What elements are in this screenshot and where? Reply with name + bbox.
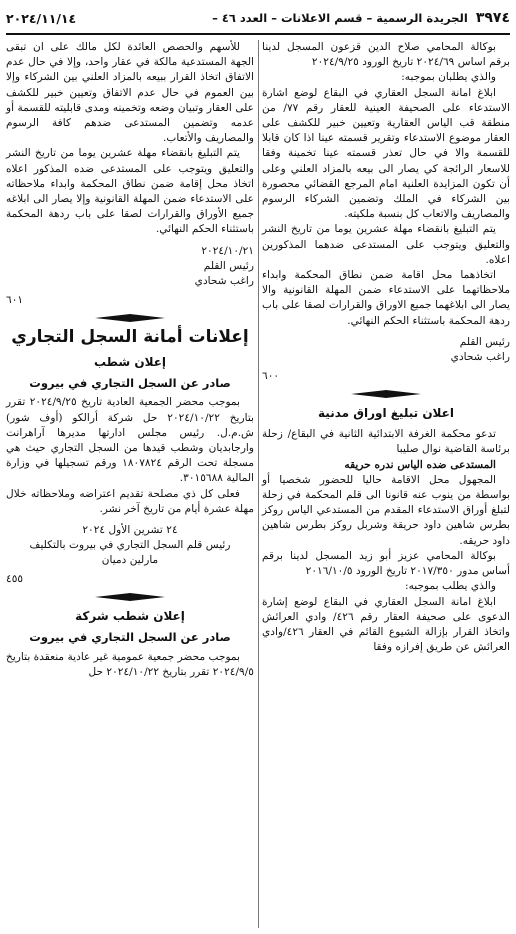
page-header: [6, 6, 510, 30]
notice-number: ٤٥٥: [6, 573, 24, 586]
signature-name: مارلين دميان: [101, 554, 159, 567]
notice-title: إعلان شطب شركة: [75, 609, 185, 624]
signature-block: [262, 335, 510, 365]
signature-title: رئيس قلم السجل التجاري في بيروت بالتكليف: [29, 539, 231, 552]
left-column: [6, 40, 254, 680]
paragraph: المستدعى ضده الياس ندره حريقه: [344, 458, 496, 471]
paragraph: ابلاغ امانة السجل العقاري في البقاع لوضع إشارة الدعوى على صحيفة العقار رقم ٤٢٦/ وادي العرائش واتخاذ القرار بإزالة الشيوع القائم في العقار ٤٢٦/وادي العرائش عن طريق إفرازه وفقا: [262, 595, 510, 654]
signature-block: [6, 523, 254, 568]
page-number: ٣٩٧٤: [475, 10, 510, 26]
notice-number: ٦٠١: [6, 293, 24, 306]
paragraph: اتخاذهما محل اقامة ضمن نطاق المحكمة وابداء ملاحظاتهما على الاستدعاء ضمن المهلة القانونية والا يصار الى ابلاغهما جميع الاوراق والقرارات لصقا على باب ردهة المحكمة باستثناء الحكم النهائي.: [262, 269, 510, 327]
paragraph: بموجب محضر جمعية عمومية غير عادية منعقدة بتاريخ ٢٠٢٤/٩/٥ تقرر بتاريخ ٢٠٢٤/١٠/٢٢ حل: [6, 650, 254, 678]
paragraph: ابلاغ امانة السجل العقاري في البقاع لوضع اشارة الاستدعاء على الصحيفة العينية للعقار رقم ٧٧/ من منطقة قب الياس العقارية وتعيين خبير للكشف على العقار موضوع الاستدعاء وتقرير قسمته عينا اذا كان قابلا للقسمة والا في حال تعذر قسمته عينا تخمينة وفقا للاسعار الرائجة كي يصار الى بيعه بالمزاد العلني وعلى أن تكون المزايدة العلنية امام المرجع القضائي محصورة بين الشركاء في الملك وتضمين الشركاء الرسوم والمصاريف والاتعاب كل بنسبة ملكيته.: [262, 86, 510, 221]
paragraph: للأسهم والحصص العائدة لكل مالك على ان تبقى الجهة المستدعية مالكة في عقار واحد، وإلا في حال عدم الاتفاق اتخاذ القرار ببيعه بالمزاد العلني بين الشركاء وإلا بين العموم في حال عدم الاتفاق وتعيين خبير للكشف على العقار وتبيان وضعه وتخمينه ومدى قابليته للقسمة أو عدمه وتضمين المستدعى ضدهم كافة الرسوم والمصاريف والأتعاب.: [6, 41, 254, 145]
right-column: [262, 40, 510, 655]
paragraph: بموجب محضر الجمعية العادية تاريخ ٢٠٢٤/٩/٢٥ تقرر بتاريخ ٢٠٢٤/١٠/٢٢ حل شركة أرالكو (أوف شور) ش.م.ل. رئيس مجلس ادارتها مديرها آراهرانت وارجابديان وشطب قيدها من السجل التجاري حيث هي مسجلة تحت الرقم ١٨٠٧٨٢٤ ورقم تسجيلها في وزارة المالية ٣٠١٥٦٨٨.: [6, 396, 255, 485]
signature-name: راغب شحادي: [194, 274, 254, 287]
paragraph: يتم التبليغ بانقضاء مهلة عشرين يوما من تاريخ النشر والتعليق ويتوجب على المستدعى ضده المذكور اعلاه اتخاذ محل إقامة ضمن نطاق المحكمة وابداء ملاحظاته على الاستدعاء ضمن المهلة القانونية وإلا يصار الى ابلاغه جميع الأوراق والقرارات لصقا على باب ردهة المحكمة باستثناء الحكم النهائي.: [6, 147, 254, 236]
section-title: إعلانات أمانة السجل التجاري: [11, 326, 249, 347]
signature-date: ٢٠٢٤/١٠/٢١: [201, 244, 254, 257]
signature-block: [6, 244, 254, 289]
signature-date: ٢٤ تشرين الأول ٢٠٢٤: [82, 524, 178, 537]
paragraph: بوكالة المحامي عزيز أبو زيد المسجل لدينا برقم أساس مدور ٢٠١٧/٣٥٠ تاريخ الورود ٢٠١٦/١٠/٥: [262, 549, 510, 578]
paragraph: والذي يطلبان بموجبه:: [401, 71, 496, 84]
notice-title: اعلان تبليغ اوراق مدنية: [318, 406, 454, 421]
signature-title: رئيس القلم: [203, 259, 254, 272]
paragraph: والذي يطلب بموجبه:: [405, 580, 496, 593]
paragraph: بوكالة المحامي صلاح الدين قزعون المسجل لدينا برقم اساس ٢٠٢٤/٦٩ تاريخ الورود ٢٠٢٤/٩/٢٥: [262, 41, 510, 69]
paragraph: المجهول محل الاقامة حاليا للحضور شخصيا أو بواسطة من ينوب عنه قانونا الى قلم المحكمة في زحلة لتبلغ أوراق الاستدعاء المقدم من المستدعي الياس روكز بطرس شاهين داود حريقة وشربل روكز بطرس شاهين داود حريقه.: [262, 473, 510, 547]
header-rule: [6, 33, 510, 35]
notice-subtitle: صادر عن السجل التجاري في بيروت: [29, 376, 231, 391]
separator-ornament: [6, 312, 254, 324]
signature-name: راغب شحادي: [450, 350, 510, 363]
paragraph: يتم التبليغ بانقضاء مهلة عشرين يوما من تاريخ النشر والتعليق ويتوجب على المستدعى ضدهما المذكورين اعلاه.: [262, 223, 510, 266]
column-divider: [258, 40, 259, 928]
issue-date: ٢٠٢٤/١١/١٤: [6, 10, 77, 26]
notice-subtitle: صادر عن السجل التجاري في بيروت: [29, 630, 231, 645]
signature-title: رئيس القلم: [459, 335, 510, 348]
publication-title: الجريدة الرسمية – قسم الاعلانات – العدد ٤٦ –: [212, 11, 468, 25]
paragraph: تدعو محكمة الغرفة الابتدائية الثانية في البقاع/ زحلة برئاسة القاضية نوال صليبا: [262, 428, 510, 456]
paragraph: فعلى كل ذي مصلحة تقديم اعتراضه وملاحظاته خلال مهلة عشرة أيام من تاريخ آخر نشر.: [6, 487, 254, 515]
separator-ornament: [6, 591, 254, 603]
notice-number: ٦٠٠: [262, 369, 280, 382]
notice-title: إعلان شطب: [93, 355, 167, 370]
separator-ornament: [262, 388, 510, 400]
